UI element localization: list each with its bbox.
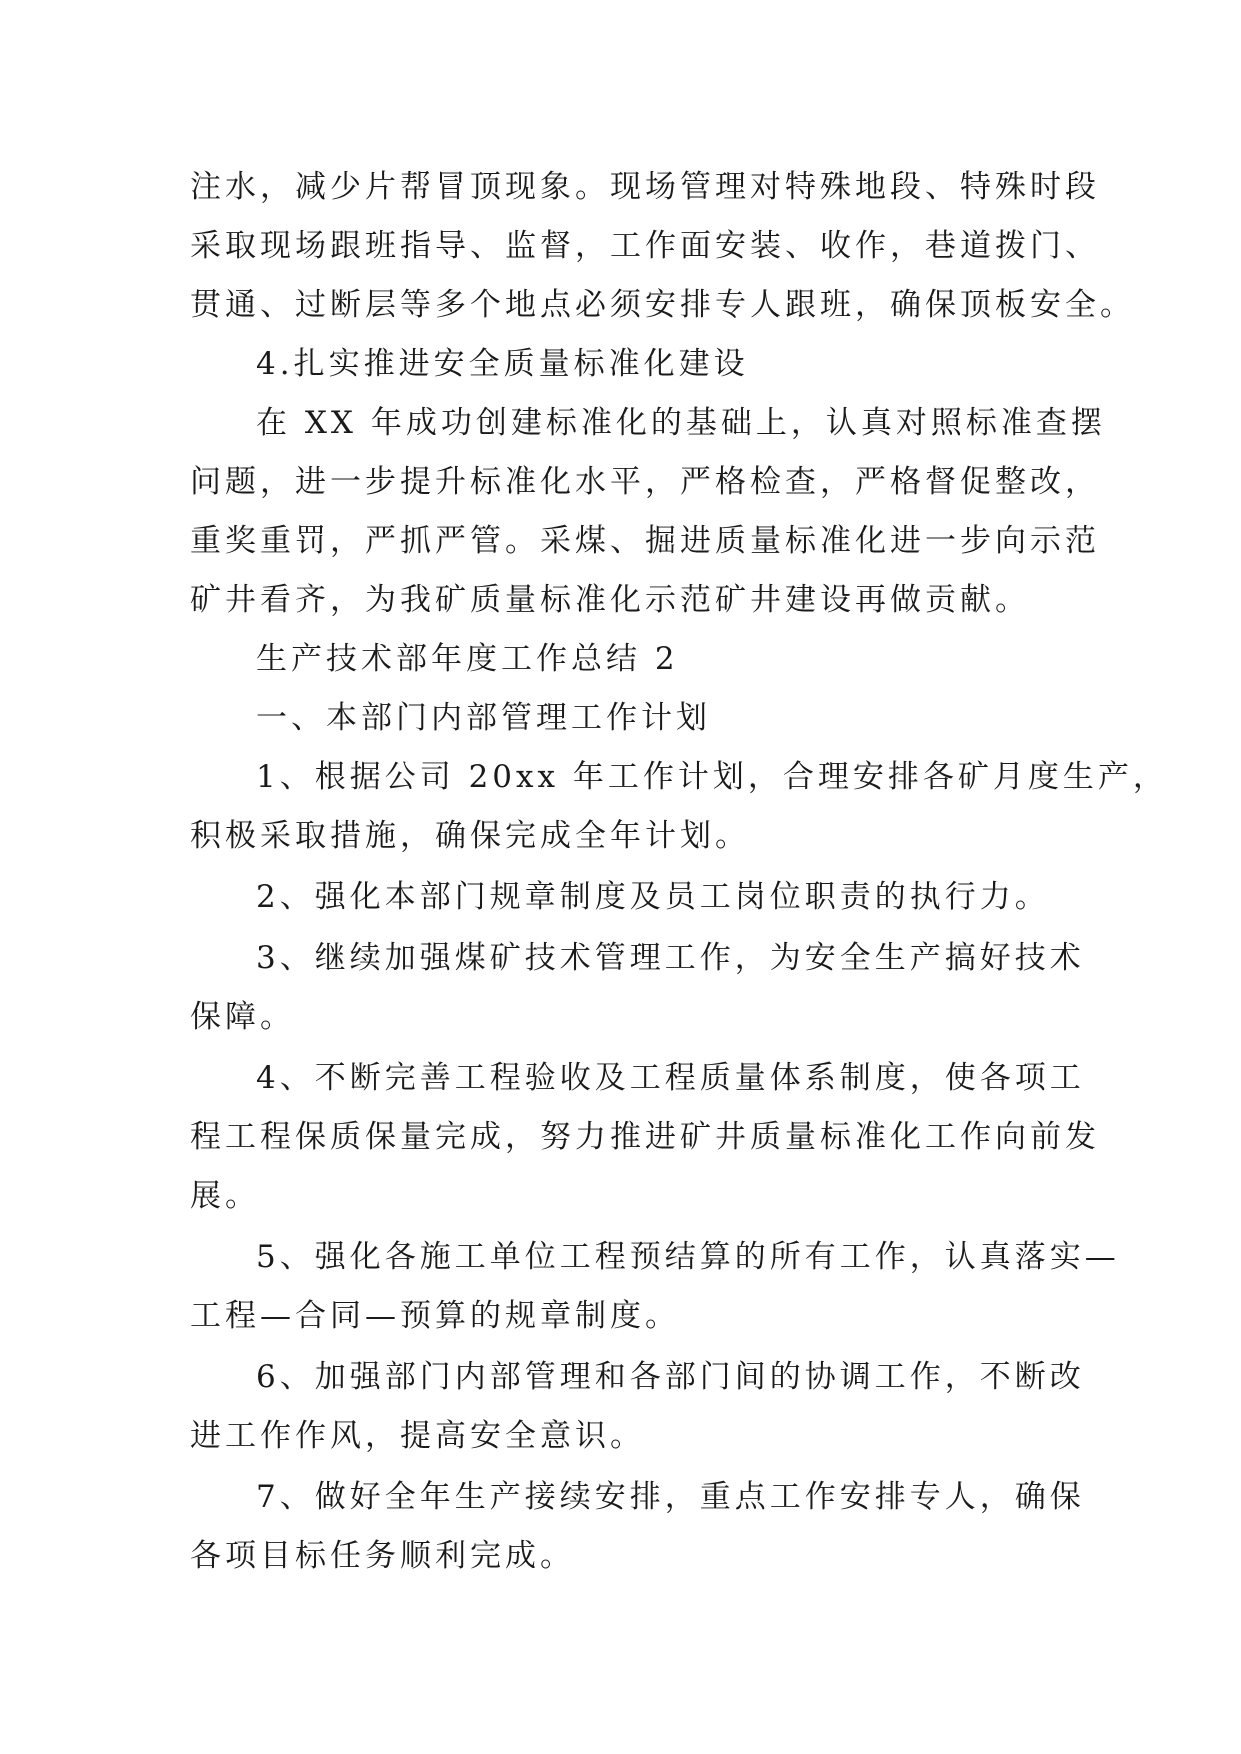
list-item-1: 1、根据公司 20xx 年工作计划，合理安排各矿月度生产， xyxy=(256,759,1168,795)
text-line: 工程—合同—预算的规章制度。 xyxy=(190,1298,680,1334)
text-line: 矿井看齐，为我矿质量标准化示范矿井建设再做贡献。 xyxy=(190,582,1030,618)
text-line: 问题，进一步提升标准化水平，严格检查，严格督促整改， xyxy=(190,464,1100,500)
text-line: 各项目标任务顺利完成。 xyxy=(190,1538,575,1574)
section-heading: 一、本部门内部管理工作计划 xyxy=(256,700,711,736)
list-item-4: 4、不断完善工程验收及工程质量体系制度，使各项工 xyxy=(256,1060,1085,1096)
document-body xyxy=(190,158,1168,1586)
list-item-6: 6、加强部门内部管理和各部门间的协调工作，不断改 xyxy=(256,1359,1085,1395)
section-heading: 4.扎实推进安全质量标准化建设 xyxy=(256,346,749,382)
text-line: 重奖重罚，严抓严管。采煤、掘进质量标准化进一步向示范 xyxy=(190,523,1100,559)
text-line: 进工作作风，提高安全意识。 xyxy=(190,1418,645,1454)
text-line: 展。 xyxy=(190,1178,260,1214)
text-line: 采取现场跟班指导、监督，工作面安装、收作，巷道拨门、 xyxy=(190,228,1100,264)
text-line: 贯通、过断层等多个地点必须安排专人跟班，确保顶板安全。 xyxy=(190,287,1135,323)
text-line: 程工程保质保量完成，努力推进矿井质量标准化工作向前发 xyxy=(190,1119,1100,1155)
text-line: 保障。 xyxy=(190,999,295,1035)
text-line: 注水，减少片帮冒顶现象。现场管理对特殊地段、特殊时段 xyxy=(190,169,1100,205)
text-line: 积极采取措施，确保完成全年计划。 xyxy=(190,818,750,854)
text-line: 在 XX 年成功创建标准化的基础上，认真对照标准查摆 xyxy=(256,405,1106,441)
list-item-2: 2、强化本部门规章制度及员工岗位职责的执行力。 xyxy=(256,879,1050,915)
list-item-3: 3、继续加强煤矿技术管理工作，为安全生产搞好技术 xyxy=(256,940,1085,976)
list-item-7: 7、做好全年生产接续安排，重点工作安排专人，确保 xyxy=(256,1479,1085,1515)
document-title: 生产技术部年度工作总结 2 xyxy=(256,641,679,677)
list-item-5: 5、强化各施工单位工程预结算的所有工作，认真落实— xyxy=(256,1239,1120,1275)
